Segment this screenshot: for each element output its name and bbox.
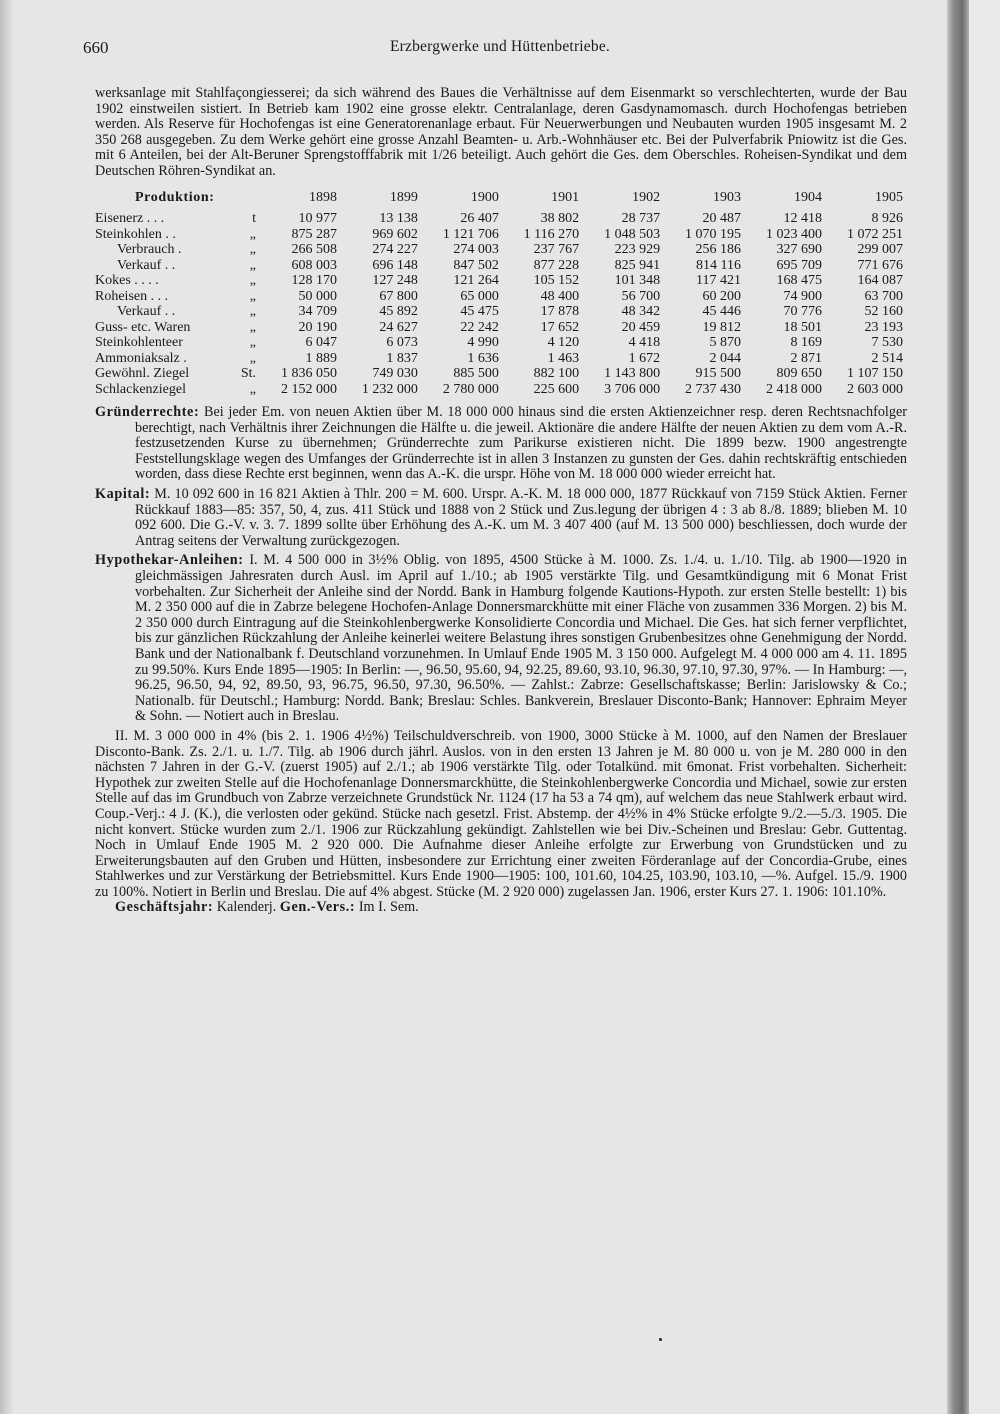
production-value: 164 087	[857, 273, 903, 289]
section-gruenderrechte	[95, 405, 907, 483]
production-value: 56 700	[621, 288, 661, 304]
row-label-cell	[95, 335, 260, 351]
production-value: 50 000	[298, 288, 337, 304]
row-label-cell	[95, 351, 260, 367]
page-number: 660	[83, 38, 109, 57]
row-label-cell	[95, 227, 260, 243]
year-header: 1905	[875, 189, 903, 205]
row-label: Kokes . . . .	[95, 273, 159, 289]
production-value: 5 870	[709, 335, 742, 351]
production-value: 1 837	[386, 350, 418, 366]
production-row	[95, 211, 907, 227]
row-label-cell	[95, 366, 260, 382]
section-text: M. 10 092 600 in 16 821 Aktien à Thlr. 200 = M. 600. Urspr. A.-K. M. 18 000 000, 1877 Rückkauf von 7159 Stück Aktien. Ferner Rückkauf 1883—85: 357, 50, 4, zus. 411 Stück und 1888 von 2 Stück und Zus.legung der übrigen 4 : 3 ab 8./8. 1889; blieben M. 10 092 600. Die G.-V. v. 3. 7. 1899 sollte über Erhöhung des A.-K. um M. 3 407 400 (auf M. 13 500 000) beschliessen, doch wurde der Antrag seitens der Verwaltung zurückgezogen.	[135, 486, 908, 549]
production-table-body	[95, 211, 907, 397]
row-label-cell	[95, 382, 260, 398]
row-unit: „	[249, 273, 256, 289]
production-value: 274 227	[372, 242, 418, 258]
production-value: 45 475	[460, 304, 499, 320]
section-heading: Gründerrechte:	[95, 404, 200, 421]
section-text: II. M. 3 000 000 in 4% (bis 2. 1. 1906 4½%) Teilschuldverschreib. von 1900, 3000 Stücke à M. 1000, auf den Namen der Breslauer Disconto-Bank. Zs. 2./1. u. 1./7. Tilg. ab 1906 durch jährl. Auslos. von in den ersten 13 Jahren je M. 80 000 u. von je M. 280 000 in den nächsten 7 Jahren in der G.-V. (zuerst 1905) auf 2./1.; ab 1906 verstärkte Tilg. oder Totalkünd. mit 6monat. Frist vorbehalten. Sicherheit: Hypothek zur zweiten Stelle auf die Hochofenanlage Donnersmarckhütte, die Steinkohlenbergwerke Concordia und Michael, sowie zur ersten Stelle auf das im Grundbuch von Zabrze verzeichnete Grundstück Nr. 1124 (17 ha 53 a 74 qm), auf welchem das neue Stahlwerk erbaut wird. Coup.-Verj.: 4 J. (K.), die verlosten oder gekünd. Stücke nach gesetzl. Frist. Abstemp. der 4½% in 4% Stücke erfolgte 9./2.—5./3. 1905. Die nicht konvert. Stücke wurden zum 2./1. 1906 zur Rückzahlung gekündigt. Zahlstellen wie bei Div.-Scheinen und Breslau: Gebr. Guttentag. Noch in Umlauf Ende 1905 M. 2 920 000. Die Aufnahme dieser Anleihe erfolgte zur Erwerbung von Grundstücken und zu Erweiterungsbauten auf den Gruben und Hütten, insbesondere zur Errichtung einer zweiten Förderanlage auf der Concordia-Grube, eines Stahlwerkes und zur Verstärkung der Betriebsmittel. Kurs Ende 1900—1905: 100, 101.60, 104.25, 103.90, 103.10, —%. Aufgel. 15./9. 1900 zu 100%. Notiert in Berlin und Breslau. Die auf 4% abgest. Stücke (M. 2 920 000) zugelassen Jan. 1906, erster Kurs 27. 1. 1906: 101.10%.	[95, 727, 907, 900]
section-heading: Gen.-Vers.:	[279, 899, 356, 916]
production-row	[95, 320, 907, 336]
production-value: 915 500	[695, 366, 742, 382]
row-label: Schlackenziegel	[95, 381, 186, 397]
production-value: 695 709	[776, 257, 822, 273]
production-heading: Produktion:	[135, 189, 215, 205]
scan-shadow-right	[947, 0, 969, 1414]
production-value: 2 152 000	[280, 381, 337, 397]
production-value: 2 780 000	[442, 381, 499, 397]
row-label-cell	[95, 304, 260, 320]
row-unit: „	[249, 304, 256, 320]
production-value: 65 000	[460, 288, 499, 304]
production-value: 1 636	[467, 350, 499, 366]
production-value: 8 926	[871, 211, 903, 227]
row-label-cell	[95, 320, 260, 336]
production-value: 13 138	[379, 211, 418, 227]
production-value: 105 152	[533, 273, 580, 289]
production-value: 2 603 000	[847, 381, 903, 397]
row-label-cell	[95, 289, 260, 305]
production-value: 127 248	[372, 273, 418, 289]
section-text: Im I. Sem.	[358, 899, 419, 916]
row-label: Verkauf . .	[117, 257, 176, 273]
row-unit: „	[249, 335, 256, 351]
production-value: 274 003	[453, 242, 499, 258]
row-label: Guss- etc. Waren	[95, 319, 191, 335]
year-header: 1904	[793, 189, 822, 205]
production-value: 2 514	[871, 350, 903, 366]
production-value: 17 652	[540, 319, 580, 335]
section-text: I. M. 4 500 000 in 3½% Oblig. von 1895, 4500 Stücke à M. 1000. Zs. 1./4. u. 1./10. Tilg. ab 1900—1920 in gleichmässigen Jahresraten durch Ausl. im April auf 1./10.; ab 1905 verstärkte Tilg. und Gesamtkündigung mit 6 Monat Frist vorbehalten. Zur Sicherheit der Anleihe sind der Nordd. Bank in Hamburg folgende Kautions-Hypoth. zur ersten Stelle bestellt: 1) bis M. 2 350 000 auf die in Zabrze belegene Hochofen-Anlage Donnersmarckhütte mit einer Fläche von zusammen 336 Morgen. 2) bis M. 2 350 000 durch Eintragung auf die Steinkohlenbergwerke Konsolidierte Concordia und Michael. Die Ges. hat sich ferner verpflichtet, bis zur gänzlichen Rückzahlung der Anleihe keinerlei weitere Belastung ihres sonstigen Grubenbesitzes ohne Genehmigung der Nordd. Bank und der Nationalbank f. Deutschland vorzunehmen. In Umlauf Ende 1905 M. 3 150 000. Aufgelegt M. 4 000 000 am 4. 11. 1895 zu 99.50%. Kurs Ende 1895—1905: In Berlin: —, 96.50, 95.60, 94, 92.25, 89.60, 93.10, 96.30, 97.10, 97.30, 97%. — In Hamburg: —, 96.25, 96.50, 94, 92, 89.50, 93, 96.75, 96.50, 97.30, 96.50%. — Zahlst.: Zabrze: Gesellschaftskasse; Berlin: Jarislowsky & Co.; Nationalb. für Deutschl.; Hamburg: Nordd. Bank; Breslau: Schles. Bankverein, Breslauer Disconto-Bank; Hannover: Ephraim Meyer & Sohn. — Notiert auch in Breslau.	[135, 552, 908, 725]
year-header: 1899	[389, 189, 418, 205]
production-value: 117 421	[696, 273, 742, 289]
production-value: 2 871	[790, 350, 822, 366]
production-value: 4 418	[628, 335, 661, 351]
production-value: 101 348	[614, 273, 661, 289]
production-value: 67 800	[379, 288, 418, 304]
production-table-header	[95, 190, 907, 212]
production-value: 1 072 251	[847, 226, 903, 242]
production-value: 237 767	[533, 242, 580, 258]
production-value: 299 007	[857, 242, 903, 258]
row-label: Steinkohlenteer	[95, 335, 183, 351]
production-value: 1 023 400	[765, 226, 822, 242]
year-header: 1902	[632, 189, 661, 205]
production-value: 1 070 195	[685, 226, 742, 242]
production-row	[95, 258, 907, 274]
production-value: 2 737 430	[685, 381, 742, 397]
production-value: 24 627	[379, 319, 418, 335]
running-head: Erzbergwerke und Hüttenbetriebe.	[389, 38, 610, 55]
production-value: 34 709	[298, 304, 337, 320]
year-header: 1903	[713, 189, 742, 205]
production-value: 168 475	[776, 273, 822, 289]
row-unit: St.	[240, 366, 256, 382]
scan-margin-right	[969, 0, 1000, 1414]
production-value: 12 418	[783, 211, 822, 227]
production-value: 19 812	[702, 319, 742, 335]
section-hypothekar-anleihen	[95, 553, 907, 725]
production-value: 45 892	[379, 304, 418, 320]
production-value: 877 228	[533, 257, 580, 273]
production-value: 20 190	[298, 319, 337, 335]
row-label: Ammoniaksalz .	[95, 350, 187, 366]
row-label: Steinkohlen . .	[95, 226, 176, 242]
production-row	[95, 382, 907, 398]
row-label: Gewöhnl. Ziegel	[95, 366, 190, 382]
production-row	[95, 366, 907, 382]
production-value: 28 737	[621, 211, 661, 227]
year-header: 1898	[308, 189, 337, 205]
production-value: 1 107 150	[847, 366, 903, 382]
production-row	[95, 335, 907, 351]
production-value: 2 044	[709, 350, 742, 366]
production-value: 45 446	[702, 304, 742, 320]
production-value: 1 889	[305, 350, 337, 366]
production-value: 20 487	[702, 211, 742, 227]
production-value: 2 418 000	[765, 381, 822, 397]
section-text: Bei jeder Em. von neuen Aktien über M. 18 000 000 hinaus sind die ersten Aktienzeichner resp. deren Rechtsnachfolger berechtigt, nach Verhältnis ihrer Zeichnungen die Hälfte u. die jeweil. Aktionäre die andere Hälfte der neuen Aktien zu dem vom A.-R. festzusetzenden Kurse zu übernehmen; Gründerrechte zum Parikurse existieren nicht. Die 1899 bezw. 1900 angestrengte Feststellungsklage wegen des Umfanges der Gründerrechte ist in allen 3 Instanzen zu gunsten der Ges. dahin rechtskräftig entschieden worden, dass diese Rechte erst beginnen, wenn das A.-K. die urspr. Höhe von M. 18 000 000 wieder erreicht hat.	[135, 404, 907, 483]
scan-edge-left	[0, 0, 14, 1414]
production-value: 3 706 000	[604, 381, 661, 397]
row-label: Eisenerz . . .	[95, 211, 165, 227]
production-value: 256 186	[695, 242, 742, 258]
scan-speck	[659, 1338, 662, 1341]
production-row	[95, 351, 907, 367]
section-anleihe-ii	[95, 729, 907, 901]
production-value: 1 116 270	[523, 226, 580, 242]
production-value: 1 121 706	[442, 226, 499, 242]
production-row	[95, 227, 907, 243]
production-value: 1 463	[547, 350, 580, 366]
production-value: 1 048 503	[604, 226, 661, 242]
row-label: Roheisen . . .	[95, 288, 169, 304]
production-value: 20 459	[621, 319, 661, 335]
production-value: 809 650	[776, 366, 822, 382]
year-header: 1900	[470, 189, 499, 205]
intro-paragraph: werksanlage mit Stahlfaçongiesserei; da sich während des Baues die Verhältnisse auf dem Eisenmarkt so verschlechterten, wurde der Bau 1902 einstweilen sistiert. In Betrieb kam 1902 eine grosse elektr. Centralanlage, deren Gasdynamomasch. durch Hochofengas betrieben werden. Als Reserve für Hochofengas ist eine Generatorenanlage erbaut. Für Neuerwerbungen und Neubauten wurden 1905 insgesamt M. 2 350 268 ausgegeben. Zu dem Werke gehört eine grosse Anzahl Beamten- u. Arb.-Wohnhäuser etc. Bei der Pulverfabrik Pniowitz ist die Ges. mit 6 Anteilen, bei der Alt-Beruner Sprengstofffabrik mit 1/26 beteiligt. Auch gehört die Ges. dem Oberschles. Roheisen-Syndikat und dem Deutschen Röhren-Syndikat an.	[95, 85, 907, 179]
production-row	[95, 242, 907, 258]
production-value: 6 047	[305, 335, 337, 351]
row-unit: „	[249, 226, 256, 242]
production-value: 70 776	[783, 304, 822, 320]
row-label-cell	[95, 211, 260, 227]
year-header: 1901	[551, 189, 580, 205]
production-row	[95, 289, 907, 305]
production-value: 749 030	[372, 366, 418, 382]
production-value: 48 400	[540, 288, 580, 304]
production-value: 74 900	[783, 288, 822, 304]
page-body	[95, 86, 907, 916]
production-value: 969 602	[372, 226, 418, 242]
production-value: 6 073	[386, 335, 418, 351]
production-value: 4 120	[547, 335, 580, 351]
row-unit: „	[249, 257, 256, 273]
row-label-cell	[95, 258, 260, 274]
production-value: 847 502	[453, 257, 499, 273]
production-value: 7 530	[871, 335, 903, 351]
production-value: 60 200	[702, 288, 742, 304]
section-heading: Geschäftsjahr:	[115, 899, 214, 916]
production-value: 885 500	[453, 366, 499, 382]
production-value: 225 600	[533, 381, 580, 397]
row-unit: „	[249, 288, 256, 304]
production-value: 26 407	[460, 211, 499, 227]
production-value: 8 169	[790, 335, 822, 351]
production-value: 18 501	[783, 319, 822, 335]
production-value: 17 878	[540, 304, 580, 320]
row-label-cell	[95, 273, 260, 289]
production-value: 128 170	[291, 273, 337, 289]
row-unit: „	[249, 242, 256, 258]
row-unit: „	[249, 319, 256, 335]
production-value: 23 193	[864, 319, 903, 335]
production-value: 1 232 000	[361, 381, 418, 397]
production-value: 327 690	[776, 242, 822, 258]
row-label-cell	[95, 242, 260, 258]
row-unit: „	[249, 381, 256, 397]
production-value: 38 802	[540, 211, 580, 227]
row-label: Verbrauch .	[117, 242, 182, 258]
production-value: 825 941	[614, 257, 661, 273]
production-value: 121 264	[453, 273, 499, 289]
production-value: 63 700	[864, 288, 903, 304]
section-heading: Kapital:	[95, 486, 151, 503]
production-row	[95, 304, 907, 320]
production-value: 882 100	[533, 366, 580, 382]
section-heading: Hypothekar-Anleihen:	[95, 552, 244, 569]
production-value: 48 342	[621, 304, 661, 320]
production-value: 1 836 050	[280, 366, 337, 382]
production-value: 266 508	[291, 242, 337, 258]
production-value: 10 977	[298, 211, 337, 227]
production-value: 52 160	[864, 304, 903, 320]
production-value: 1 672	[628, 350, 661, 366]
production-value: 608 003	[291, 257, 337, 273]
section-kapital	[95, 487, 907, 549]
section-geschaeftsjahr	[95, 900, 907, 916]
section-text: Kalenderj.	[216, 899, 277, 916]
production-row	[95, 273, 907, 289]
production-value: 22 242	[460, 319, 499, 335]
production-value: 771 676	[857, 257, 903, 273]
row-label: Verkauf . .	[117, 304, 176, 320]
production-value: 814 116	[696, 257, 742, 273]
row-unit: „	[249, 350, 256, 366]
production-value: 696 148	[372, 257, 418, 273]
production-table	[95, 190, 907, 398]
production-value: 4 990	[467, 335, 499, 351]
production-value: 223 929	[614, 242, 661, 258]
production-value: 1 143 800	[604, 366, 661, 382]
production-value: 875 287	[291, 226, 337, 242]
row-unit: t	[252, 211, 256, 227]
